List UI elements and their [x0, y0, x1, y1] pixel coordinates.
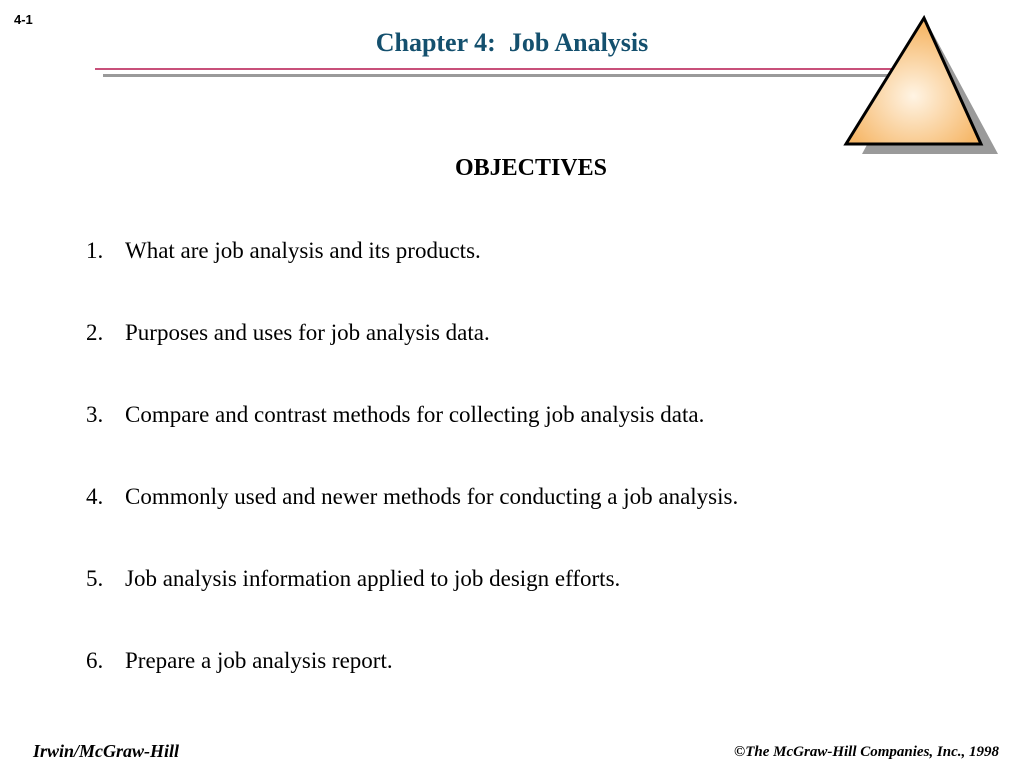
objective-text: What are job analysis and its products.	[125, 238, 481, 263]
objectives-heading: OBJECTIVES	[454, 155, 608, 181]
objective-number: 1.	[86, 238, 104, 263]
objective-number: 4.	[86, 484, 104, 509]
objective-item	[86, 480, 738, 562]
objective-number: 3.	[86, 402, 104, 427]
footer-copyright: ©The McGraw-Hill Companies, Inc., 1998	[734, 744, 999, 760]
title-underline-gray	[103, 74, 895, 77]
objective-text: Job analysis information applied to job design efforts.	[125, 566, 621, 591]
objective-text: Commonly used and newer methods for conducting a job analysis.	[125, 484, 739, 509]
footer-publisher: Irwin/McGraw-Hill	[33, 741, 180, 761]
objective-number: 5.	[86, 566, 104, 591]
objective-number: 6.	[86, 648, 104, 673]
objective-item	[86, 562, 738, 644]
triangle-shape	[846, 18, 981, 144]
objective-item	[86, 234, 738, 316]
objective-text: Prepare a job analysis report.	[125, 648, 393, 673]
slide-title: Chapter 4: Job Analysis	[375, 28, 649, 57]
title-underline-accent	[95, 68, 895, 70]
objective-item	[86, 398, 738, 480]
objective-item	[86, 644, 738, 726]
objective-item	[86, 316, 738, 398]
objective-text: Compare and contrast methods for collecting job analysis data.	[125, 402, 705, 427]
objective-number: 2.	[86, 320, 104, 345]
objective-text: Purposes and uses for job analysis data.	[125, 320, 490, 345]
triangle-logo-icon	[838, 12, 1008, 162]
slide-number: 4-1	[14, 12, 33, 27]
objectives-list	[86, 234, 738, 726]
